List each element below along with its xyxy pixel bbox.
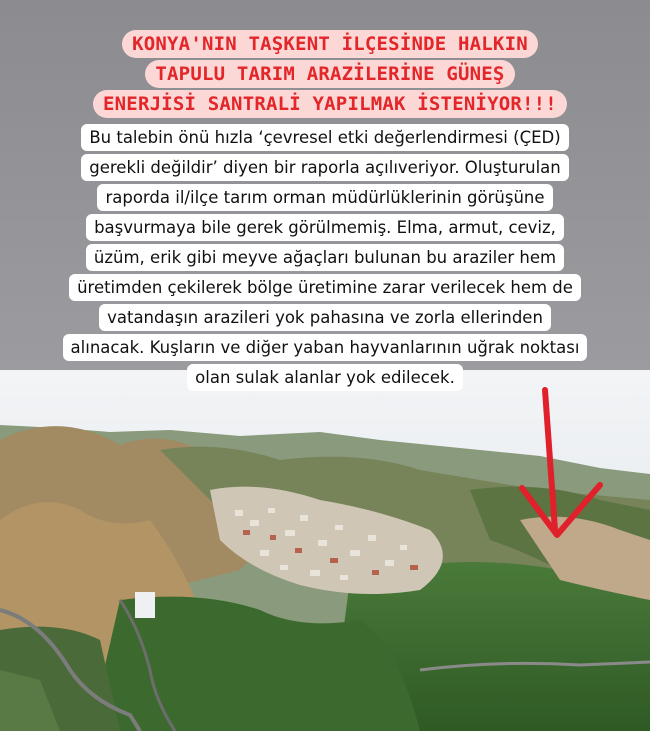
body-line-2: gerekli değildir’ diyen bir raporla açılıveriyor. Oluşturulan: [81, 154, 569, 181]
aerial-valley-town-photo: [0, 370, 650, 731]
headline-line-2: TAPULU TARIM ARAZİLERİNE GÜNEŞ: [145, 60, 514, 88]
body-text: [40, 124, 610, 394]
body-line-5: üzüm, erik gibi meyve ağaçları bulunan bu araziler hem: [86, 244, 564, 271]
body-line-7: vatandaşın arazileri yok pahasına ve zorla ellerinden: [99, 304, 551, 331]
headline: [60, 30, 600, 120]
body-line-1: Bu talebin önü hızla ‘çevresel etki değerlendirmesi (ÇED): [81, 124, 568, 151]
headline-line-3: ENERJİSİ SANTRALİ YAPILMAK İSTENİYOR!!!: [93, 90, 567, 118]
body-line-6: üretimden çekilerek bölge üretimine zarar verilecek hem de: [69, 274, 581, 301]
body-line-8: alınacak. Kuşların ve diğer yaban hayvanlarının uğrak noktası: [63, 334, 588, 361]
body-line-3: raporda il/ilçe tarım orman müdürlüklerinin görüşüne: [97, 184, 552, 211]
headline-line-1: KONYA'NIN TAŞKENT İLÇESİNDE HALKIN: [122, 30, 538, 58]
body-line-9: olan sulak alanlar yok edilecek.: [187, 364, 463, 391]
body-line-4: başvurmaya bile gerek görülmemiş. Elma, armut, ceviz,: [86, 214, 564, 241]
